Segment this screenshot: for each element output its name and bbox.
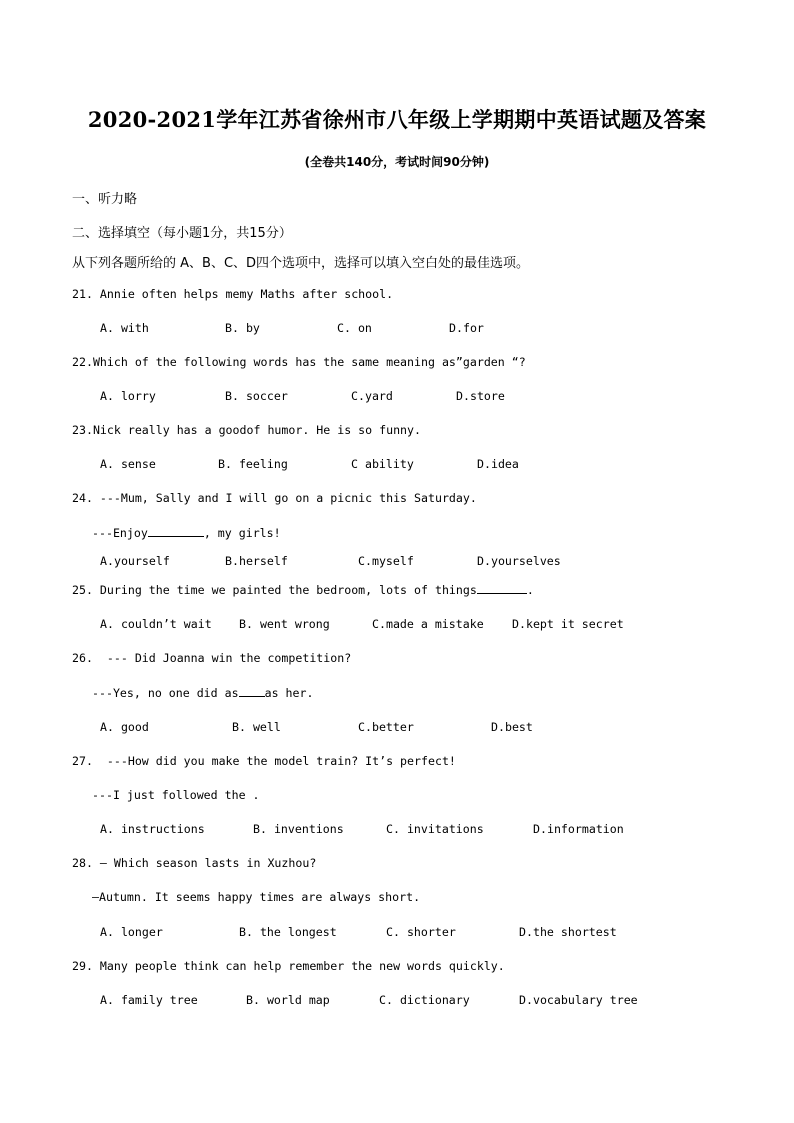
option-c: C ability (351, 457, 414, 471)
option-b: B. by (225, 321, 260, 335)
question-27-stem: 27. ---How did you make the model train? It’s perfect! (72, 754, 456, 768)
section-instruction: 从下列各题所给的 A、B、C、D四个选项中，选择可以填入空白处的最佳选项。 (72, 256, 530, 271)
option-c: C.myself (358, 554, 414, 568)
option-b: B. soccer (225, 389, 288, 403)
option-a: A.yourself (100, 554, 170, 568)
question-27-reply: ---I just followed the . (92, 788, 260, 802)
option-b: B. went wrong (239, 617, 330, 631)
option-b: B. the longest (239, 925, 337, 939)
question-29-options (100, 993, 638, 1077)
option-d: D.information (533, 822, 624, 836)
option-d: D.kept it secret (512, 617, 624, 631)
answer-blank (239, 695, 265, 697)
exam-info: (全卷共140分，考试时间90分钟) (304, 155, 490, 169)
stem-text: 25. During the time we painted the bedroom, lots of things (72, 583, 477, 597)
section-listening: 一、听力略 (72, 192, 138, 207)
option-b: B. well (232, 720, 281, 734)
option-c: C. invitations (386, 822, 484, 836)
question-22-stem: 22.Which of the following words has the same meaning as”garden “? (72, 355, 526, 369)
option-d: D.store (456, 389, 505, 403)
reply-text-pre: ---Enjoy (92, 526, 148, 540)
option-a: A. good (100, 720, 149, 734)
option-c: C.better (358, 720, 414, 734)
question-24-reply (92, 526, 281, 540)
answer-blank (148, 535, 204, 537)
question-26-reply (92, 686, 313, 700)
option-a: A. with (100, 321, 149, 335)
question-24-stem: 24. ---Mum, Sally and I will go on a picnic this Saturday. (72, 491, 477, 505)
option-c: C. shorter (386, 925, 456, 939)
question-21-stem: 21. Annie often helps memy Maths after school. (72, 287, 394, 301)
option-b: B. feeling (218, 457, 288, 471)
option-a: A. couldn’t wait (100, 617, 212, 631)
reply-text-pre: ---Yes, no one did as (92, 686, 239, 700)
question-23-stem: 23.Nick really has a goodof humor. He is so funny. (72, 423, 422, 437)
question-28-reply: —Autumn. It seems happy times are always short. (92, 890, 421, 904)
option-a: A. family tree (100, 993, 198, 1007)
option-b: B. inventions (253, 822, 344, 836)
question-26-stem: 26. --- Did Joanna win the competition? (72, 651, 352, 665)
stem-end: . (526, 583, 534, 597)
option-a: A. longer (100, 925, 163, 939)
option-b: B.herself (225, 554, 288, 568)
option-c: C. dictionary (379, 993, 470, 1007)
option-d: D.best (491, 720, 533, 734)
option-b: B. world map (246, 993, 330, 1007)
option-d: D.for (449, 321, 484, 335)
option-a: A. instructions (100, 822, 205, 836)
option-a: A. lorry (100, 389, 156, 403)
reply-text-post: , my girls! (203, 526, 281, 540)
option-a: A. sense (100, 457, 156, 471)
option-d: D.yourselves (477, 554, 561, 568)
question-29-stem: 29. Many people think can help remember the new words quickly. (72, 959, 505, 973)
option-d: D.the shortest (519, 925, 617, 939)
reply-text-post: as her. (264, 686, 314, 700)
page-title: 2020-2021学年江苏省徐州市八年级上学期期中英语试题及答案 (87, 107, 707, 132)
option-d: D.vocabulary tree (519, 993, 638, 1007)
option-c: C.made a mistake (372, 617, 484, 631)
question-28-stem: 28. — Which season lasts in Xuzhou? (72, 856, 317, 870)
option-c: C. on (337, 321, 372, 335)
section-choice-heading: 二、选择填空（每小题1分，共15分） (72, 226, 292, 241)
option-d: D.idea (477, 457, 519, 471)
option-c: C.yard (351, 389, 393, 403)
question-25-stem (72, 583, 534, 597)
answer-blank (477, 592, 527, 594)
